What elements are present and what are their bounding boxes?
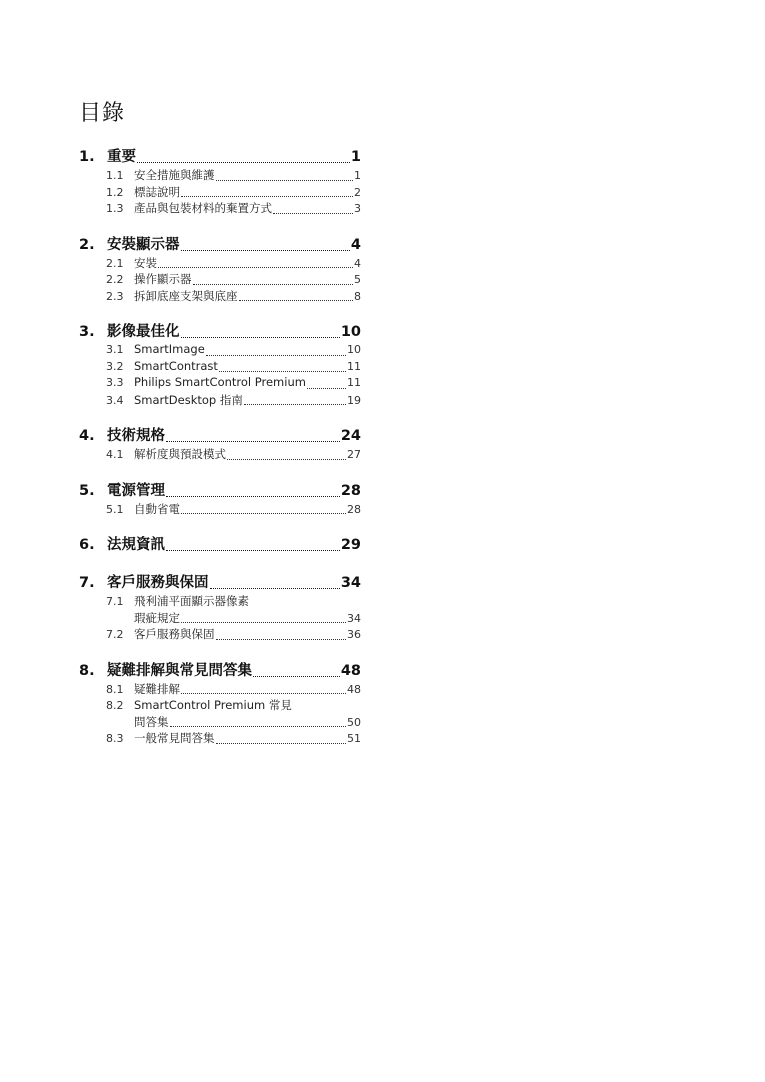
toc-section: [79, 533, 361, 555]
section-number: 1.: [79, 149, 95, 165]
toc-subsection-entry[interactable]: [79, 626, 361, 643]
dot-leader: [273, 212, 353, 214]
toc-section-entry[interactable]: [79, 320, 361, 342]
dot-leader: [166, 440, 340, 442]
toc-section-entry[interactable]: [79, 571, 361, 593]
dot-leader: [216, 638, 347, 640]
dot-leader: [227, 458, 346, 460]
dot-leader: [166, 495, 340, 497]
subsection-number: 8.1: [106, 682, 124, 696]
subsection-title: SmartDesktop 指南: [134, 392, 243, 407]
subsection-page-number: 19: [347, 393, 361, 407]
toc-section-entry[interactable]: [79, 145, 361, 167]
toc-section: [79, 659, 361, 747]
subsection-number: 1.3: [106, 202, 124, 215]
dot-leader: [307, 387, 346, 389]
subsection-page-number: 50: [347, 715, 361, 729]
subsection-title: 安全措施與維護: [134, 168, 215, 182]
subsection-page-number: 48: [347, 682, 361, 696]
subsection-title: SmartImage: [134, 342, 205, 356]
subsection-title-continued: 問答集: [134, 714, 169, 729]
toc-subsection-entry[interactable]: [79, 446, 361, 463]
dot-leader: [219, 370, 346, 372]
section-page-number: 48: [340, 662, 361, 679]
subsection-page-number: 27: [347, 448, 361, 461]
subsection-number: 8.3: [106, 732, 124, 745]
toc-section-entry[interactable]: [79, 533, 361, 555]
section-page-number: 34: [340, 575, 361, 591]
page-title: 目錄: [79, 101, 126, 126]
dot-leader: [253, 675, 340, 677]
toc-section: [79, 571, 361, 643]
subsection-number: 2.2: [106, 273, 124, 286]
toc-subsection-entry[interactable]: [79, 375, 361, 392]
subsection-page-number: 1: [354, 169, 361, 182]
toc-subsection-entry[interactable]: [79, 359, 361, 376]
subsection-number: 3.2: [106, 359, 124, 373]
subsection-title: 安裝: [134, 255, 157, 270]
dot-leader: [181, 512, 346, 514]
subsection-page-number: 10: [347, 343, 361, 356]
section-number: 3.: [79, 324, 95, 340]
subsection-title: 疑難排解: [134, 681, 180, 696]
subsection-title: Philips SmartControl Premium: [134, 375, 306, 389]
section-number: 4.: [79, 428, 95, 444]
dot-leader: [170, 725, 347, 727]
subsection-title: 拆卸底座支架與底座: [134, 288, 238, 303]
toc-section-entry[interactable]: [79, 233, 361, 255]
toc-subsection-entry[interactable]: [79, 392, 361, 409]
section-title: 重要: [107, 149, 136, 165]
subsection-number: 7.2: [106, 628, 124, 641]
subsection-title-continued: 瑕疵規定: [134, 610, 180, 625]
dot-leader: [166, 549, 340, 551]
dot-leader: [216, 742, 347, 744]
section-number: 2.: [79, 236, 95, 253]
toc-subsection-entry-continued[interactable]: [79, 714, 361, 731]
dot-leader: [193, 283, 354, 285]
dot-leader: [181, 621, 346, 623]
toc-subsection-entry-continued[interactable]: [79, 610, 361, 627]
dot-leader: [206, 354, 346, 356]
section-title: 安裝顯示器: [107, 236, 180, 253]
subsection-number: 5.1: [106, 502, 124, 516]
subsection-title: 飛利浦平面顯示器像素: [134, 594, 249, 608]
dot-leader: [181, 249, 350, 251]
subsection-title: 操作顯示器: [134, 272, 192, 286]
section-title: 法規資訊: [107, 537, 165, 553]
subsection-page-number: 11: [347, 359, 361, 373]
dot-leader: [210, 587, 340, 589]
subsection-number: 1.2: [106, 185, 124, 199]
dot-leader: [181, 692, 346, 694]
toc-section-entry[interactable]: [79, 479, 361, 501]
section-number: 5.: [79, 482, 95, 499]
subsection-title: 客戶服務與保固: [134, 627, 215, 641]
dot-leader: [137, 161, 350, 163]
toc-subsection-entry[interactable]: [79, 288, 361, 305]
subsection-number: 2.3: [106, 289, 124, 303]
toc-section: [79, 233, 361, 305]
subsection-page-number: 2: [354, 185, 361, 199]
subsection-page-number: 3: [354, 202, 361, 215]
toc-subsection-entry[interactable]: [79, 593, 361, 610]
subsection-title: 產品與包裝材料的棄置方式: [134, 201, 272, 215]
subsection-page-number: 34: [347, 611, 361, 625]
toc-subsection-entry[interactable]: [79, 730, 361, 747]
section-number: 8.: [79, 662, 95, 679]
toc-section-entry[interactable]: [79, 659, 361, 681]
toc-subsection-entry[interactable]: [79, 271, 361, 288]
subsection-page-number: 5: [354, 273, 361, 286]
toc-subsection-entry[interactable]: [79, 681, 361, 698]
toc-subsection-entry[interactable]: [79, 342, 361, 359]
subsection-title: 標誌說明: [134, 184, 180, 199]
dot-leader: [239, 299, 354, 301]
subsection-number: 3.3: [106, 376, 124, 389]
section-page-number: 29: [340, 537, 361, 553]
dot-leader: [181, 195, 353, 197]
subsection-page-number: 36: [347, 628, 361, 641]
section-page-number: 24: [340, 428, 361, 444]
toc-section: [79, 145, 361, 217]
subsection-number: 4.1: [106, 448, 124, 461]
subsection-title: 一般常見問答集: [134, 731, 215, 745]
subsection-page-number: 11: [347, 376, 361, 389]
section-number: 7.: [79, 575, 95, 591]
section-page-number: 4: [350, 236, 361, 253]
subsection-title: 自動省電: [134, 501, 180, 516]
toc-subsection-entry[interactable]: [79, 697, 361, 714]
section-title: 影像最佳化: [107, 324, 180, 340]
dot-leader: [181, 336, 340, 338]
section-title: 電源管理: [107, 482, 165, 499]
table-of-contents: [79, 145, 361, 763]
subsection-number: 1.1: [106, 169, 124, 182]
subsection-number: 7.1: [106, 595, 124, 608]
subsection-page-number: 4: [354, 256, 361, 270]
section-page-number: 1: [350, 149, 361, 165]
section-title: 技術規格: [107, 428, 165, 444]
subsection-number: 3.4: [106, 393, 124, 407]
section-page-number: 10: [340, 324, 361, 340]
subsection-number: 3.1: [106, 343, 124, 356]
subsection-page-number: 8: [354, 289, 361, 303]
toc-section-entry[interactable]: [79, 424, 361, 446]
subsection-page-number: 28: [347, 502, 361, 516]
subsection-number: 8.2: [106, 699, 124, 712]
toc-subsection-entry[interactable]: [79, 184, 361, 201]
subsection-title: 解析度與預設模式: [134, 447, 226, 461]
dot-leader: [158, 266, 353, 268]
subsection-title: SmartControl Premium 常見: [134, 698, 292, 712]
section-title: 客戶服務與保固: [107, 575, 209, 591]
toc-subsection-entry[interactable]: [79, 167, 361, 184]
subsection-number: 2.1: [106, 256, 124, 270]
dot-leader: [244, 403, 346, 405]
subsection-page-number: 51: [347, 732, 361, 745]
section-page-number: 28: [340, 482, 361, 499]
toc-section: [79, 479, 361, 518]
toc-subsection-entry[interactable]: [79, 200, 361, 217]
dot-leader: [216, 179, 354, 181]
section-number: 6.: [79, 537, 95, 553]
toc-subsection-entry[interactable]: [79, 255, 361, 272]
toc-section: [79, 320, 361, 408]
subsection-title: SmartContrast: [134, 358, 218, 373]
toc-section: [79, 424, 361, 463]
section-title: 疑難排解與常見問答集: [107, 662, 252, 679]
toc-subsection-entry[interactable]: [79, 501, 361, 518]
